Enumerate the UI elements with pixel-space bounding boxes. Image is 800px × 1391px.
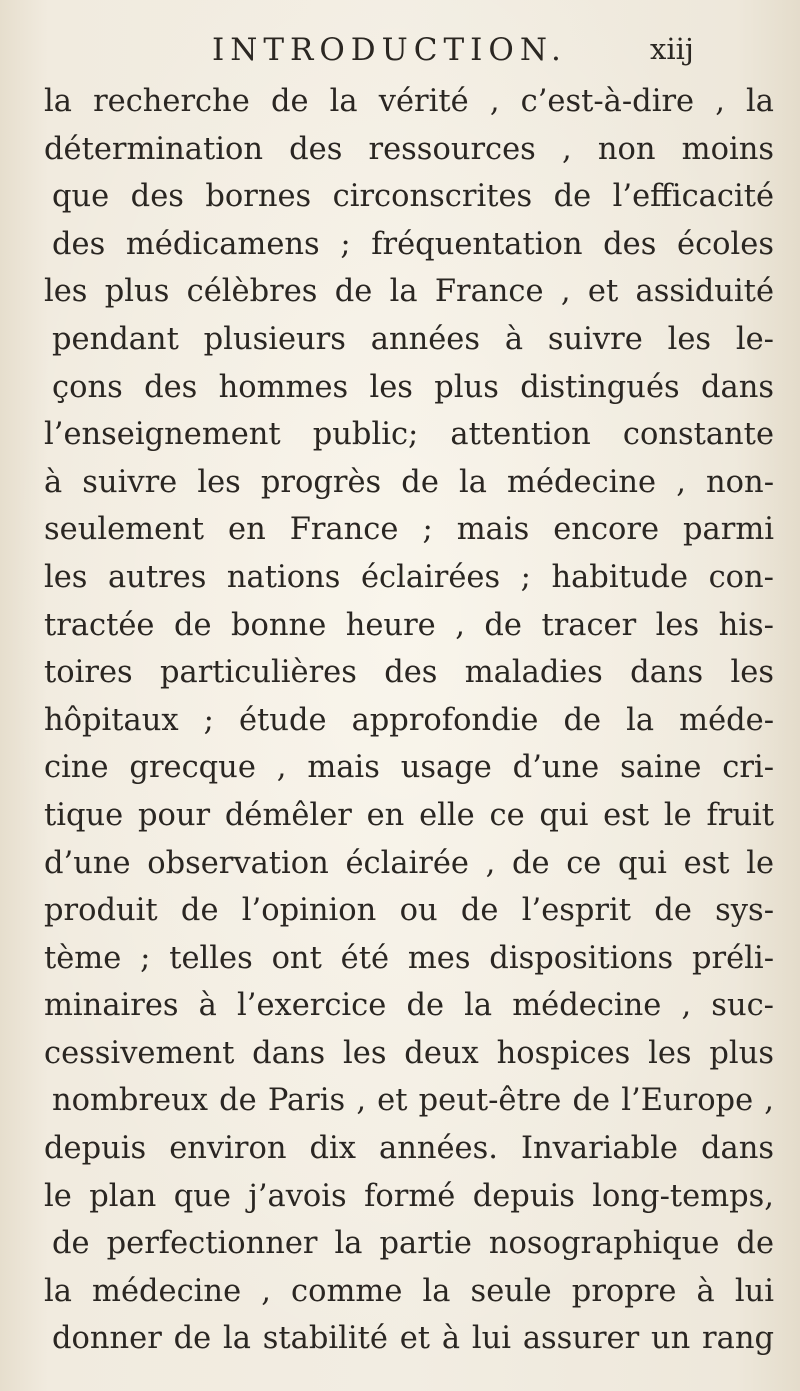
text-line: d’une observation éclairée , de ce qui est le <box>44 845 774 881</box>
text-line: à suivre les progrès de la médecine , non- <box>44 464 774 500</box>
text-line: le plan que j’avois formé depuis long-temps, <box>44 1178 774 1214</box>
page-number: xiij <box>650 32 694 66</box>
text-line: donner de la stabilité et à lui assurer un rang <box>52 1321 774 1357</box>
text-line: depuis environ dix années. Invariable dans <box>44 1131 774 1167</box>
text-line: pendant plusieurs années à suivre les le- <box>52 321 774 357</box>
text-line: des médicamens ; fréquentation des écoles <box>52 226 774 262</box>
text-line: nombreux de Paris , et peut-être de l’Europe , <box>52 1083 774 1119</box>
text-line: toires particulières des maladies dans les <box>44 655 774 691</box>
text-line: tique pour démêler en elle ce qui est le fruit <box>44 797 774 833</box>
text-line: l’enseignement public; attention constante <box>44 417 774 453</box>
text-line: minaires à l’exercice de la médecine , suc- <box>44 988 774 1024</box>
text-line: çons des hommes les plus distingués dans <box>52 369 774 405</box>
page-header <box>0 14 800 70</box>
text-line: seulement en France ; mais encore parmi <box>44 512 774 548</box>
text-line: la médecine , comme la seule propre à lui <box>44 1273 774 1309</box>
text-line: cessivement dans les deux hospices les plus <box>44 1035 774 1071</box>
text-line: de perfectionner la partie nosographique de <box>52 1226 774 1262</box>
text-line: hôpitaux ; étude approfondie de la méde- <box>44 702 774 738</box>
text-line: tème ; telles ont été mes dispositions préli- <box>44 940 774 976</box>
body-text <box>44 78 774 1363</box>
text-line: tractée de bonne heure , de tracer les his- <box>44 607 774 643</box>
text-line: produit de l’opinion ou de l’esprit de sys- <box>44 893 774 929</box>
text-line: que des bornes circonscrites de l’efficacité <box>52 179 774 215</box>
text-line: les autres nations éclairées ; habitude con- <box>44 559 774 595</box>
text-line: détermination des ressources , non moins <box>44 131 774 167</box>
running-title: INTRODUCTION. <box>212 32 567 68</box>
text-line: cine grecque , mais usage d’une saine cri- <box>44 750 774 786</box>
text-line: les plus célèbres de la France , et assiduité <box>44 274 774 310</box>
text-line: la recherche de la vérité , c’est-à-dire , la <box>44 84 774 119</box>
